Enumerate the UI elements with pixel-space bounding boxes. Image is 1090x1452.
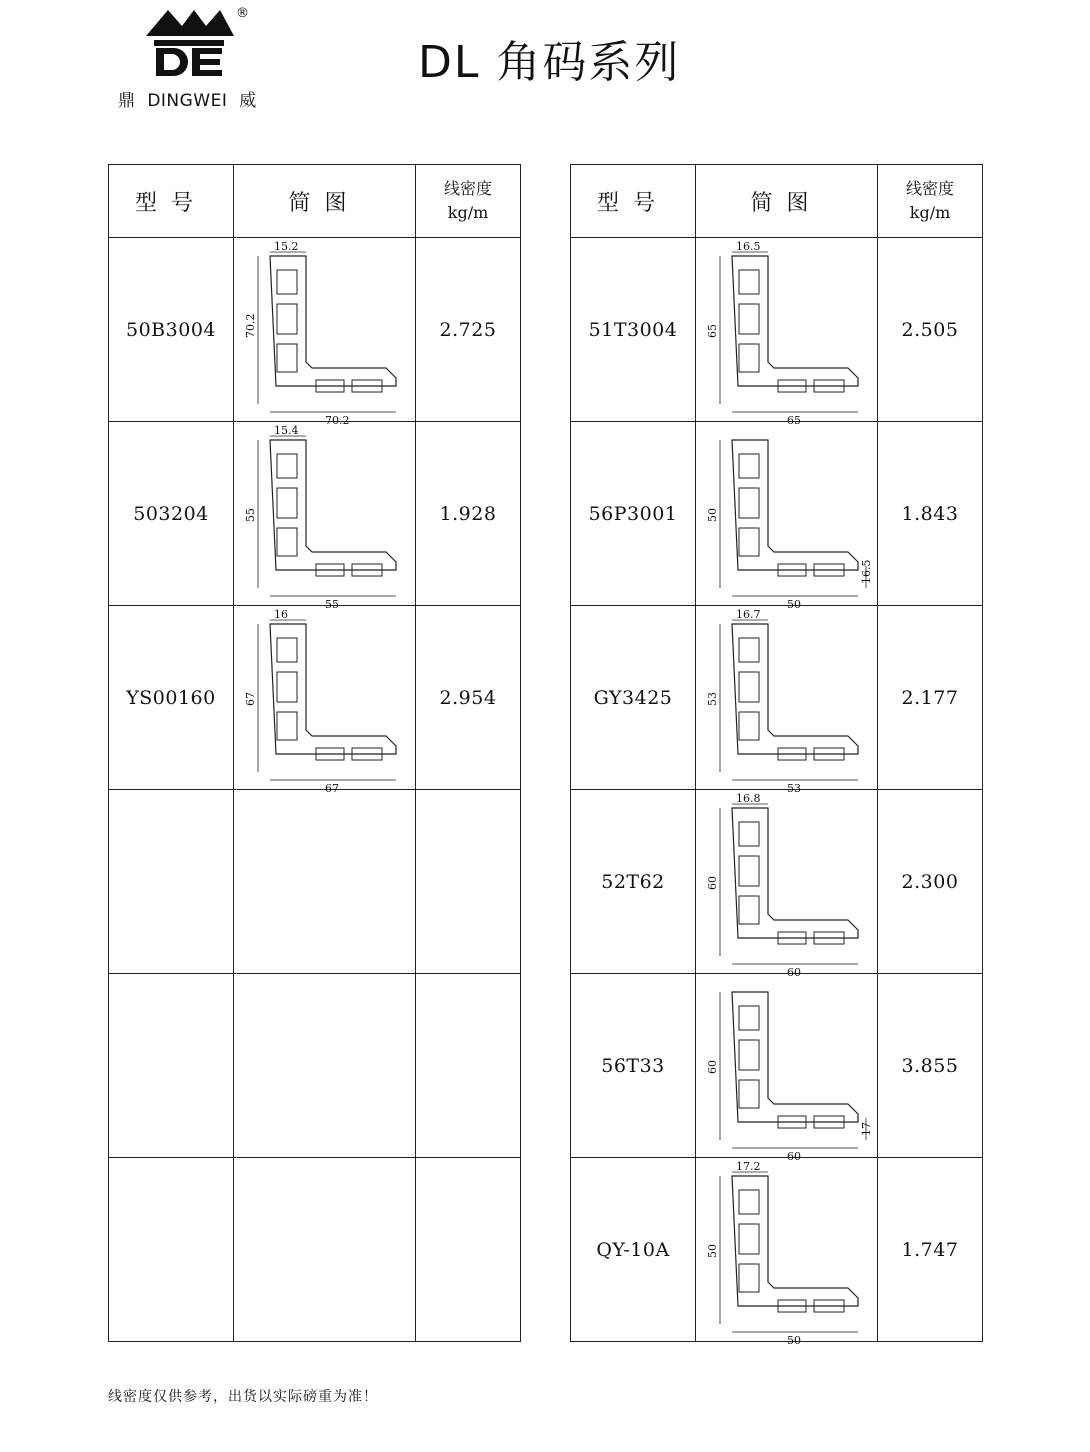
dimension-label-bottom: 53 (786, 781, 801, 795)
registered-mark: ® (236, 6, 249, 21)
model-number: 51T3004 (588, 318, 678, 341)
density-value: 2.505 (901, 318, 959, 341)
diagram-cell (234, 238, 416, 427)
header-diagram: 简图 (234, 165, 416, 238)
density-value: 2.954 (439, 686, 497, 709)
left-spec-table (108, 164, 521, 1342)
profile-chamber (277, 488, 297, 518)
diagram-cell (234, 974, 416, 1158)
dimension-label-top: 15.4 (273, 423, 298, 437)
header-density: 线密度 kg/m (416, 165, 521, 238)
profile-outline (732, 624, 858, 754)
profile-chamber (739, 304, 759, 334)
profile-chamber (277, 304, 297, 334)
diagram-cell (234, 1158, 416, 1342)
profile-outline (270, 440, 396, 570)
dimension-label-side: 53 (705, 691, 719, 706)
model-cell (109, 1158, 234, 1342)
dimension-label-side: 55 (243, 507, 257, 522)
profile-chamber (739, 1224, 759, 1254)
profile-chamber (739, 1190, 759, 1214)
corner-profile-drawing (240, 423, 410, 611)
corner-profile-drawing (702, 239, 872, 427)
corner-profile-drawing (240, 239, 410, 427)
profile-chamber (739, 528, 759, 556)
table-row (571, 974, 983, 1158)
diagram-cell (234, 422, 416, 611)
dimension-label-bottom: 50 (786, 1333, 801, 1347)
table-row (109, 790, 521, 974)
diagram-cell (696, 1158, 878, 1347)
density-cell (878, 606, 983, 790)
density-cell (878, 974, 983, 1158)
diagram-cell (696, 422, 878, 611)
model-cell (109, 974, 234, 1158)
model-number: GY3425 (593, 686, 673, 709)
profile-chamber (739, 638, 759, 662)
profile-chamber (277, 270, 297, 294)
density-value: 3.855 (901, 1054, 959, 1077)
corner-profile-drawing (702, 1159, 872, 1347)
model-number: QY-10A (596, 1238, 670, 1261)
profile-outline (732, 440, 858, 570)
dimension-label-side: 50 (705, 1243, 719, 1258)
profile-chamber (277, 344, 297, 372)
diagram-cell (696, 606, 878, 795)
model-number: 503204 (133, 502, 209, 525)
table-row (571, 422, 983, 606)
profile-chamber (739, 1006, 759, 1030)
dimension-label-side: 60 (705, 875, 719, 890)
profile-chamber (739, 856, 759, 886)
density-cell (416, 1158, 521, 1342)
dimension-label-bottom: 65 (786, 413, 801, 427)
profile-outline (270, 624, 396, 754)
dimension-label-top: 16.8 (735, 791, 760, 805)
page-title: DL 角码系列 (418, 37, 681, 88)
dimension-label-bottom: 60 (786, 965, 801, 979)
density-cell (416, 974, 521, 1158)
density-value: 1.843 (901, 502, 959, 525)
model-number: 52T62 (601, 870, 665, 893)
profile-chamber (739, 672, 759, 702)
table-row (109, 238, 521, 422)
density-value: 1.928 (439, 502, 497, 525)
dimension-label-side: 60 (705, 1059, 719, 1074)
profile-chamber (739, 270, 759, 294)
table-header-row (571, 165, 983, 238)
dimension-label-bottom: 67 (324, 781, 339, 795)
profile-chamber (739, 1040, 759, 1070)
density-value: 1.747 (901, 1238, 959, 1261)
dimension-label-side: 50 (705, 507, 719, 522)
table-row (109, 974, 521, 1158)
model-cell (571, 790, 696, 974)
header-model: 型号 (571, 165, 696, 238)
company-logo (118, 4, 278, 111)
model-cell (109, 422, 234, 606)
header-density: 线密度 kg/m (878, 165, 983, 238)
density-value: 2.177 (901, 686, 959, 709)
corner-profile-drawing (702, 426, 873, 611)
table-row (571, 1158, 983, 1342)
table-header-row (109, 165, 521, 238)
density-cell (878, 238, 983, 422)
profile-chamber (277, 454, 297, 478)
dimension-label-top: 16.5 (735, 239, 760, 253)
table-row (109, 422, 521, 606)
model-number: 50B3004 (126, 318, 216, 341)
dimension-label-top: 15.2 (273, 239, 298, 253)
profile-chamber (739, 712, 759, 740)
table-row (571, 790, 983, 974)
model-cell (571, 238, 696, 422)
density-cell (878, 422, 983, 606)
profile-outline (732, 808, 858, 938)
dimension-label-bottom: 55 (324, 597, 339, 611)
table-row (571, 238, 983, 422)
density-value: 2.725 (439, 318, 497, 341)
model-cell (109, 606, 234, 790)
profile-chamber (739, 454, 759, 478)
table-row (571, 606, 983, 790)
density-cell (416, 238, 521, 422)
profile-chamber (739, 344, 759, 372)
dimension-label-top: 16.7 (735, 607, 760, 621)
profile-outline (270, 256, 396, 386)
profile-chamber (277, 712, 297, 740)
model-cell (571, 606, 696, 790)
dimension-label-side: 67 (243, 691, 257, 706)
corner-profile-drawing (240, 607, 410, 795)
brand-name: 鼎 DINGWEI 威 (118, 91, 257, 111)
corner-profile-drawing (702, 791, 872, 979)
dimension-label-bottom: 50 (786, 597, 801, 611)
header-diagram: 简图 (696, 165, 878, 238)
right-spec-table (570, 164, 983, 1347)
density-cell (416, 422, 521, 606)
dimension-label-extra: 17 (859, 1121, 873, 1136)
model-number: 56T33 (601, 1054, 665, 1077)
model-cell (571, 1158, 696, 1342)
model-number: YS00160 (126, 686, 216, 709)
corner-profile-drawing (702, 607, 872, 795)
model-cell (109, 790, 234, 974)
header-model: 型号 (109, 165, 234, 238)
profile-chamber (739, 488, 759, 518)
dimension-label-side: 65 (705, 323, 719, 338)
density-cell (416, 790, 521, 974)
profile-outline (732, 1176, 858, 1306)
profile-chamber (739, 896, 759, 924)
profile-chamber (739, 1264, 759, 1292)
dimension-label-extra: 16.5 (859, 559, 873, 584)
density-cell (878, 1158, 983, 1342)
table-row (109, 606, 521, 790)
footnote: 线密度仅供参考，出货以实际磅重为准！ (108, 1389, 378, 1405)
model-number: 56P3001 (588, 502, 678, 525)
dimension-label-bottom: 70.2 (324, 413, 349, 427)
diagram-cell (234, 606, 416, 795)
diagram-cell (696, 974, 878, 1163)
corner-profile-drawing (702, 978, 873, 1163)
density-value: 2.300 (901, 870, 959, 893)
profile-outline (732, 256, 858, 386)
profile-chamber (739, 822, 759, 846)
dimension-label-side: 70.2 (243, 313, 257, 338)
table-row (109, 1158, 521, 1342)
density-cell (878, 790, 983, 974)
profile-outline (732, 992, 858, 1122)
dimension-label-bottom: 60 (786, 1149, 801, 1163)
density-cell (416, 606, 521, 790)
profile-chamber (277, 638, 297, 662)
profile-chamber (277, 528, 297, 556)
dingwei-logo-icon (146, 6, 236, 78)
diagram-cell (696, 790, 878, 979)
dimension-label-top: 17.2 (735, 1159, 760, 1173)
profile-chamber (739, 1080, 759, 1108)
diagram-cell (696, 238, 878, 427)
model-cell (571, 974, 696, 1158)
model-cell (571, 422, 696, 606)
model-cell (109, 238, 234, 422)
dimension-label-top: 16 (273, 607, 288, 621)
diagram-cell (234, 790, 416, 974)
profile-chamber (277, 672, 297, 702)
